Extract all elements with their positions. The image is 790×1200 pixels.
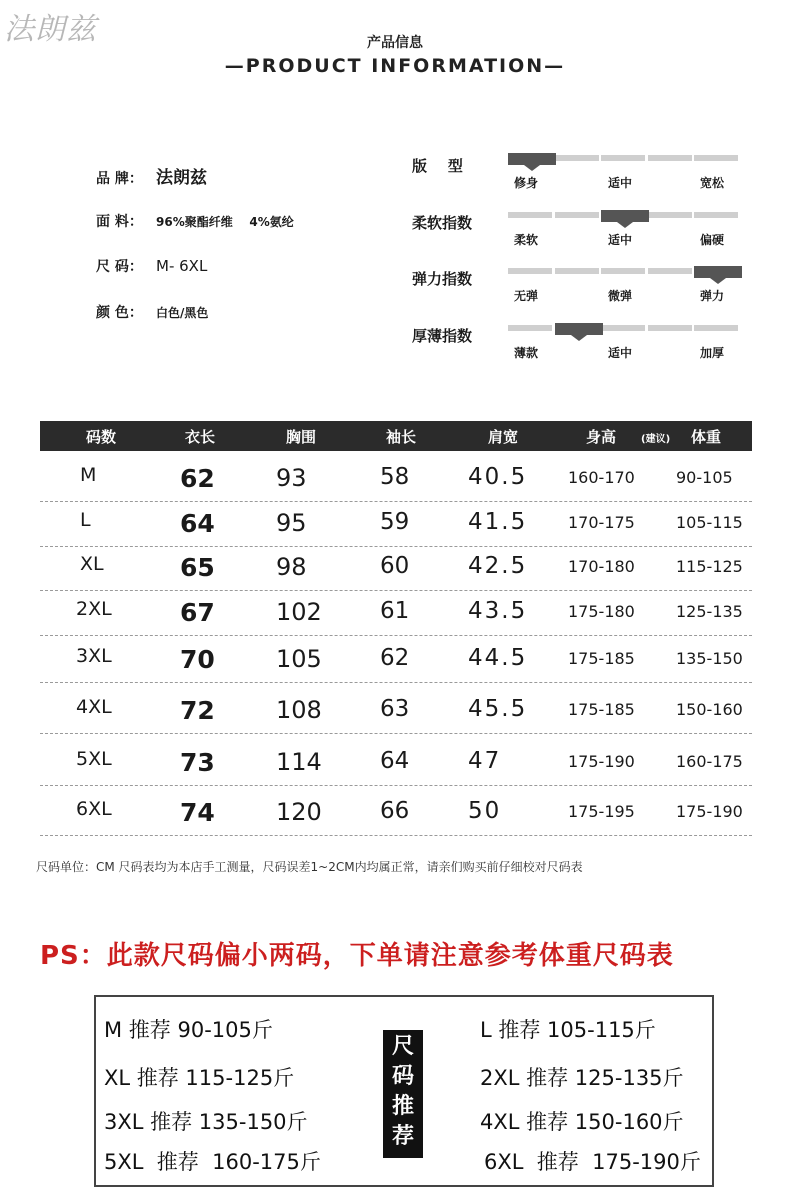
th-suggest: (建议)	[641, 434, 671, 445]
cell-shoulder: 50	[468, 798, 502, 824]
table-row	[40, 637, 752, 683]
info-color	[96, 302, 208, 322]
cell-shoulder: 45.5	[468, 696, 528, 722]
cell-sleeve: 66	[380, 798, 410, 824]
scale-segment	[648, 268, 692, 274]
index-option: 修身	[514, 176, 539, 190]
cell-chest: 95	[276, 509, 307, 537]
scale-segment	[555, 212, 599, 218]
index-option: 宽松	[700, 176, 725, 190]
th-height: 身高	[586, 428, 617, 446]
cell-size: L	[80, 509, 91, 531]
scale-segment	[601, 268, 645, 274]
table-row	[40, 590, 752, 636]
recommend-item: 5XL 推荐 160-175斤	[104, 1150, 321, 1174]
scale-segment	[555, 268, 599, 274]
scale-marker	[508, 153, 556, 165]
recommend-item: M 推荐 90-105斤	[104, 1018, 273, 1042]
th-chest: 胸围	[286, 428, 317, 446]
cell-weight: 175-190	[676, 802, 743, 821]
index-option: 适中	[608, 176, 633, 190]
scale-marker	[601, 210, 649, 222]
scale-segment	[648, 155, 692, 161]
index-option: 柔软	[514, 233, 539, 247]
index-scale	[508, 325, 740, 343]
scale-marker	[694, 266, 742, 278]
table-row	[40, 501, 752, 547]
table-row	[40, 545, 752, 591]
cell-chest: 102	[276, 598, 322, 626]
index-option: 无弹	[514, 289, 539, 303]
cell-length: 74	[180, 798, 215, 827]
info-value: 法朗兹	[156, 168, 207, 188]
scale-segment	[601, 325, 645, 331]
th-weight: 体重	[691, 428, 722, 446]
cell-size: 3XL	[76, 645, 112, 667]
cell-chest: 120	[276, 798, 322, 826]
scale-segment	[601, 155, 645, 161]
cell-chest: 105	[276, 645, 322, 673]
cell-size: XL	[80, 553, 104, 575]
cell-weight: 160-175	[676, 752, 743, 771]
th-sleeve: 袖长	[386, 428, 417, 446]
scale-segment	[694, 155, 738, 161]
cell-weight: 90-105	[676, 468, 733, 487]
index-scale	[508, 212, 740, 230]
size-table-header	[40, 421, 752, 451]
watermark: 法朗兹	[4, 12, 97, 47]
info-label: 面 料：	[96, 214, 143, 230]
cell-size: 2XL	[76, 598, 112, 620]
cell-height: 175-195	[568, 802, 635, 821]
ps-warning: PS：此款尺码偏小两码，下单请注意参考体重尺码表	[40, 941, 674, 971]
cell-size: 6XL	[76, 798, 112, 820]
row-divider	[40, 733, 752, 734]
cell-height: 175-190	[568, 752, 635, 771]
cell-size: 5XL	[76, 748, 112, 770]
scale-segment	[508, 212, 552, 218]
cell-height: 175-185	[568, 649, 635, 668]
index-scale	[508, 268, 740, 286]
cell-chest: 114	[276, 748, 322, 776]
scale-segment	[648, 212, 692, 218]
th-length: 衣长	[185, 428, 216, 446]
info-label: 颜 色：	[96, 305, 143, 321]
row-divider	[40, 682, 752, 683]
index-option: 适中	[608, 346, 633, 360]
cell-shoulder: 41.5	[468, 509, 528, 535]
cell-height: 170-175	[568, 513, 635, 532]
info-value: 白色/黑色	[156, 306, 209, 320]
cell-length: 62	[180, 464, 215, 493]
table-row	[40, 790, 752, 836]
cell-length: 67	[180, 598, 215, 627]
page-title-en: —PRODUCT INFORMATION—	[224, 55, 566, 77]
index-label: 厚薄指数	[412, 327, 473, 345]
index-label: 柔软指数	[412, 214, 473, 232]
th-size: 码数	[86, 428, 117, 446]
size-note: 尺码单位：CM 尺码表均为本店手工测量，尺码误差1~2CM内均属正常，请亲们购买前仔细校对尺码表	[36, 860, 583, 874]
page-title-cn: 产品信息	[367, 35, 423, 51]
scale-segment	[555, 155, 599, 161]
cell-height: 160-170	[568, 468, 635, 487]
table-row	[40, 688, 752, 734]
recommend-item: 3XL 推荐 135-150斤	[104, 1110, 308, 1134]
index-label: 版 型	[412, 157, 463, 175]
recommend-item: 6XL 推荐 175-190斤	[484, 1150, 701, 1174]
cell-length: 73	[180, 748, 215, 777]
scale-segment	[508, 268, 552, 274]
info-brand	[96, 163, 207, 188]
cell-sleeve: 58	[380, 464, 410, 490]
cell-size: M	[80, 464, 97, 486]
index-scale	[508, 155, 740, 173]
info-label: 品 牌：	[96, 171, 143, 187]
cell-sleeve: 64	[380, 748, 410, 774]
cell-sleeve: 62	[380, 645, 410, 671]
table-row	[40, 740, 752, 786]
cell-shoulder: 47	[468, 748, 502, 774]
index-option: 微弹	[608, 289, 633, 303]
cell-shoulder: 42.5	[468, 553, 528, 579]
cell-sleeve: 63	[380, 696, 410, 722]
scale-marker	[555, 323, 603, 335]
cell-weight: 150-160	[676, 700, 743, 719]
recommend-item: 2XL 推荐 125-135斤	[480, 1066, 684, 1090]
info-fabric	[96, 211, 294, 231]
cell-chest: 108	[276, 696, 322, 724]
th-shoulder: 肩宽	[488, 428, 519, 446]
cell-chest: 98	[276, 553, 307, 581]
recommend-item: XL 推荐 115-125斤	[104, 1066, 295, 1090]
scale-segment	[508, 325, 552, 331]
cell-weight: 125-135	[676, 602, 743, 621]
recommend-item: 4XL 推荐 150-160斤	[480, 1110, 684, 1134]
cell-length: 70	[180, 645, 215, 674]
badge-text: 尺码推荐	[392, 1034, 415, 1149]
cell-height: 175-185	[568, 700, 635, 719]
cell-length: 72	[180, 696, 215, 725]
index-option: 弹力	[700, 289, 725, 303]
recommend-item: L 推荐 105-115斤	[480, 1018, 656, 1042]
row-divider	[40, 835, 752, 836]
cell-sleeve: 60	[380, 553, 410, 579]
cell-shoulder: 43.5	[468, 598, 528, 624]
scale-segment	[648, 325, 692, 331]
cell-sleeve: 61	[380, 598, 410, 624]
scale-segment	[694, 325, 738, 331]
info-value: 96%聚酯纤维 4%氨纶	[156, 215, 294, 229]
cell-length: 65	[180, 553, 215, 582]
cell-shoulder: 44.5	[468, 645, 528, 671]
cell-height: 175-180	[568, 602, 635, 621]
info-size	[96, 256, 207, 276]
size-recommend-badge	[383, 1030, 423, 1158]
index-option: 加厚	[700, 346, 725, 360]
cell-shoulder: 40.5	[468, 464, 528, 490]
index-label: 弹力指数	[412, 270, 473, 288]
table-row	[40, 456, 752, 502]
index-option: 适中	[608, 233, 633, 247]
cell-chest: 93	[276, 464, 307, 492]
index-option: 薄款	[514, 346, 539, 360]
cell-weight: 115-125	[676, 557, 743, 576]
cell-weight: 135-150	[676, 649, 743, 668]
row-divider	[40, 635, 752, 636]
info-value: M- 6XL	[156, 257, 208, 275]
scale-segment	[694, 212, 738, 218]
index-option: 偏硬	[700, 233, 725, 247]
cell-height: 170-180	[568, 557, 635, 576]
cell-length: 64	[180, 509, 215, 538]
info-label: 尺 码：	[96, 259, 143, 275]
cell-sleeve: 59	[380, 509, 410, 535]
row-divider	[40, 785, 752, 786]
cell-weight: 105-115	[676, 513, 743, 532]
cell-size: 4XL	[76, 696, 112, 718]
